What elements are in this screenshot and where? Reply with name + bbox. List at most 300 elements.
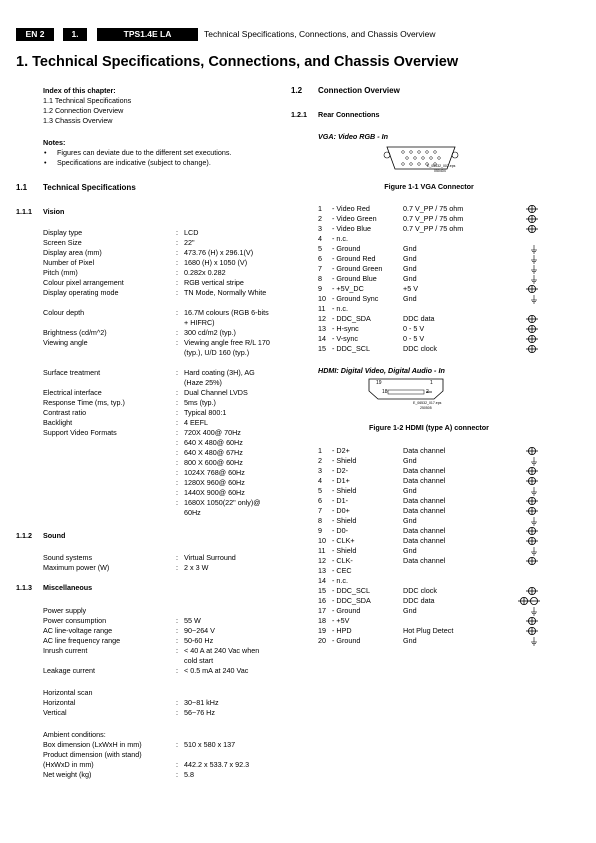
video-format-value: 640 X 480@ 67Hz [184, 448, 243, 457]
spec-label: Number of Pixel [43, 258, 95, 267]
pin-label: - n.c. [332, 234, 348, 243]
pin-label: - D1+ [332, 476, 350, 485]
spec-colon: : [176, 646, 178, 655]
pin-number: 13 [318, 566, 326, 575]
spec-colon: : [176, 740, 178, 749]
pin-number: 11 [318, 304, 326, 313]
pin-description: Gnd [403, 636, 417, 645]
hdmi-pin-label: 19 [376, 380, 382, 386]
pin-description: +5 V [403, 284, 418, 293]
pin-number: 7 [318, 506, 322, 515]
pin-label-text: - +5V_DC [332, 284, 364, 293]
pin-number: 19 [318, 626, 326, 635]
pin-row [318, 446, 540, 456]
pin-number: 12 [318, 556, 326, 565]
pin-number: 6 [318, 254, 322, 263]
no-icon [526, 234, 540, 244]
ambient-heading: Ambient conditions: [43, 730, 106, 739]
hdmi-figure-label: E_06532_017.eps [413, 401, 442, 405]
pin-row [318, 546, 540, 556]
pin-row [318, 506, 540, 516]
pin-description: Gnd [403, 546, 417, 555]
ground-icon [526, 546, 540, 556]
bidirectional-io-icon [518, 596, 540, 606]
pin-row [318, 304, 540, 314]
section-title: Technical Specifications [43, 183, 136, 192]
spec-label: Display area (mm) [43, 248, 102, 257]
spec-label: Horizontal [43, 698, 76, 707]
spec-colon: : [176, 468, 178, 477]
pin-row [318, 586, 540, 596]
pin-row [318, 466, 540, 476]
pin-number: 10 [318, 536, 326, 545]
spec-label: Product dimension (with stand) [43, 750, 142, 759]
spec-colon: : [176, 288, 178, 297]
page-title: 1. Technical Specifications, Connections, and Chassis Overview [16, 54, 459, 70]
spec-label: Pitch (mm) [43, 268, 78, 277]
pin-label: - HPD [332, 626, 352, 635]
vga-heading: VGA: Video RGB - In [318, 132, 389, 141]
spec-colon: : [176, 278, 178, 287]
spec-label: Sound systems [43, 553, 93, 562]
pin-label: - H-sync [332, 324, 359, 333]
pin-description: Data channel [403, 506, 446, 515]
spec-colon: : [176, 418, 178, 427]
vga-figure-label: E_06532_002.eps [427, 164, 456, 168]
pin-number: 14 [318, 576, 326, 585]
pin-row [318, 636, 540, 646]
spec-colon: : [176, 308, 178, 317]
pin-number: 2 [318, 214, 322, 223]
pin-row [318, 294, 540, 304]
hdmi-pin-label: 1 [430, 380, 433, 386]
subsection-number: 1.2.1 [291, 110, 307, 119]
pin-label: - DDC_SCL [332, 344, 370, 353]
pin-label: - DDC_SDA [332, 314, 371, 323]
spec-colon: : [176, 238, 178, 247]
pin-label: - +5V [332, 616, 350, 625]
input-output-icon [526, 496, 540, 506]
ground-icon [526, 254, 540, 264]
spec-label: Colour depth [43, 308, 85, 317]
spec-colon: : [176, 398, 178, 407]
pin-label: - Video Red [332, 204, 370, 213]
pin-row [318, 616, 540, 626]
spec-colon: : [176, 760, 178, 769]
pin-description: Data channel [403, 536, 446, 545]
pin-label: - Ground [332, 636, 361, 645]
pin-number: 3 [318, 466, 322, 475]
hdmi-pin-label: 18 [382, 389, 388, 395]
spec-label: AC line-voltage range [43, 626, 113, 635]
spec-label: Support Video Formats [43, 428, 117, 437]
pin-row [318, 606, 540, 616]
vga-connector-figure [383, 143, 459, 179]
spec-label: Electrical interface [43, 388, 102, 397]
spec-value: RGB vertical stripe [184, 278, 244, 287]
ground-icon [526, 606, 540, 616]
pin-row [318, 224, 540, 234]
spec-value: 5.8 [184, 770, 194, 779]
pin-row [318, 556, 540, 566]
spec-label: AC line frequency range [43, 636, 121, 645]
notes-bullet-icon: • [44, 148, 47, 157]
pin-row [318, 344, 540, 354]
input-output-icon [526, 324, 540, 334]
pin-description: 0.7 V_PP / 75 ohm [403, 204, 464, 213]
spec-colon: : [176, 698, 178, 707]
video-format-value: 1440X 900@ 60Hz [184, 488, 245, 497]
pin-label: - Video Green [332, 214, 377, 223]
input-output-icon [526, 556, 540, 566]
spec-label: Display type [43, 228, 83, 237]
spec-colon: : [176, 228, 178, 237]
pin-label: - D1- [332, 496, 348, 505]
input-output-icon [526, 536, 540, 546]
spec-value: 56~76 Hz [184, 708, 215, 717]
pin-label: - D0- [332, 526, 348, 535]
spec-value: Virtual Surround [184, 553, 236, 562]
index-heading: Index of this chapter: [43, 86, 116, 95]
spec-value: 30~81 kHz [184, 698, 219, 707]
spec-label: (HxWxD in mm) [43, 760, 94, 769]
spec-colon: : [176, 708, 178, 717]
spec-label: Viewing angle [43, 338, 88, 347]
spec-value: 90~264 V [184, 626, 215, 635]
input-output-icon [526, 284, 540, 294]
pin-row [318, 456, 540, 466]
ground-icon [526, 244, 540, 254]
spec-colon: : [176, 388, 178, 397]
spec-colon: : [176, 458, 178, 467]
pin-row [318, 596, 540, 606]
pin-number: 14 [318, 334, 326, 343]
pin-number: 20 [318, 636, 326, 645]
pin-label: - Ground Sync [332, 294, 379, 303]
pin-label: - Shield [332, 456, 357, 465]
spec-label: Contrast ratio [43, 408, 87, 417]
vga-figure-date: 050404 [434, 169, 446, 173]
input-output-icon [526, 334, 540, 344]
pin-row [318, 536, 540, 546]
pin-label: - CEC [332, 566, 352, 575]
index-item: 1.2 Connection Overview [43, 106, 124, 115]
hdmi-caption: Figure 1-2 HDMI (type A) connector [369, 423, 489, 432]
pin-number: 8 [318, 516, 322, 525]
pin-number: 2 [318, 456, 322, 465]
spec-label: Backlight [43, 418, 73, 427]
pin-number: 13 [318, 324, 326, 333]
ground-icon [526, 294, 540, 304]
horizontal-scan-heading: Horizontal scan [43, 688, 93, 697]
pin-description: Gnd [403, 516, 417, 525]
pin-label: - Ground Red [332, 254, 376, 263]
spec-colon: : [176, 258, 178, 267]
pin-number: 9 [318, 526, 322, 535]
pin-row [318, 486, 540, 496]
input-output-icon [526, 214, 540, 224]
ground-icon [526, 456, 540, 466]
input-output-icon [526, 446, 540, 456]
pin-row [318, 476, 540, 486]
spec-colon: : [176, 666, 178, 675]
pin-label: - n.c. [332, 576, 348, 585]
pin-row [318, 324, 540, 334]
pin-number: 16 [318, 596, 326, 605]
pin-number: 7 [318, 264, 322, 273]
spec-value: 300 cd/m2 (typ.) [184, 328, 236, 337]
pin-row [318, 566, 540, 576]
input-output-icon [526, 526, 540, 536]
video-format-value: 1024X 768@ 60Hz [184, 468, 245, 477]
pin-description: DDC data [403, 314, 435, 323]
subsection-number: 1.1.2 [16, 531, 32, 540]
pin-row [318, 576, 540, 586]
spec-colon: : [176, 626, 178, 635]
pin-number: 12 [318, 314, 326, 323]
spec-value: < 40 A at 240 Vac when cold start [184, 646, 260, 665]
pin-description: Gnd [403, 264, 417, 273]
power-supply-heading: Power supply [43, 606, 87, 615]
spec-label: Maximum power (W) [43, 563, 110, 572]
video-format-value: 800 X 600@ 60Hz [184, 458, 243, 467]
spec-label: Surface treatment [43, 368, 101, 377]
pin-number: 6 [318, 496, 322, 505]
spec-value: 50-60 Hz [184, 636, 214, 645]
input-output-icon [526, 314, 540, 324]
spec-label: Response Time (ms, typ.) [43, 398, 125, 407]
spec-value: LCD [184, 228, 199, 237]
spec-value: 510 x 580 x 137 [184, 740, 236, 749]
spec-colon: : [176, 770, 178, 779]
spec-colon: : [176, 268, 178, 277]
pin-description: Gnd [403, 606, 417, 615]
pin-label: - D2- [332, 466, 348, 475]
pin-description: Gnd [403, 486, 417, 495]
input-output-icon [526, 466, 540, 476]
no-icon [526, 566, 540, 576]
spec-label: Vertical [43, 708, 67, 717]
pin-description: DDC clock [403, 586, 437, 595]
note-item: Specifications are indicative (subject to change). [57, 158, 211, 167]
no-icon [526, 304, 540, 314]
section-number: 1.2 [291, 86, 303, 95]
input-output-icon [526, 224, 540, 234]
spec-label: Power consumption [43, 616, 107, 625]
pin-description: Gnd [403, 244, 417, 253]
section-title: Connection Overview [318, 86, 400, 95]
header-lang: EN 2 [16, 28, 54, 41]
pin-row [318, 284, 540, 294]
subsection-title: Sound [43, 531, 66, 540]
pin-label: - V-sync [332, 334, 358, 343]
section-number: 1.1 [16, 183, 28, 192]
spec-value: < 0.5 mA at 240 Vac [184, 666, 249, 675]
pin-row [318, 264, 540, 274]
spec-value: 442.2 x 533.7 x 92.3 [184, 760, 250, 769]
input-output-icon [526, 344, 540, 354]
spec-value: 5ms (typ.) [184, 398, 216, 407]
spec-colon: : [176, 478, 178, 487]
ground-icon [526, 516, 540, 526]
hdmi-heading: HDMI: Digital Video, Digital Audio - In [318, 366, 445, 375]
pin-number: 11 [318, 546, 326, 555]
spec-value: 22" [184, 238, 195, 247]
spec-label: Screen Size [43, 238, 82, 247]
pin-row [318, 214, 540, 224]
header-title: Technical Specifications, Connections, and Chassis Overview [204, 29, 436, 39]
pin-description: Gnd [403, 294, 417, 303]
pin-row [318, 234, 540, 244]
vga-caption: Figure 1-1 VGA Connector [384, 182, 474, 191]
spec-colon: : [176, 488, 178, 497]
pin-description: Data channel [403, 466, 446, 475]
spec-value: 0.282x 0.282 [184, 268, 226, 277]
spec-colon: : [176, 636, 178, 645]
pin-number: 1 [318, 204, 322, 213]
spec-label: Inrush current [43, 646, 88, 655]
subsection-title: Rear Connections [318, 110, 380, 119]
pin-label: - Shield [332, 546, 357, 555]
pin-description: Data channel [403, 526, 446, 535]
pin-label: - Ground [332, 606, 361, 615]
pin-label: - DDC_SCL [332, 586, 370, 595]
hdmi-figure-date: 250505 [420, 406, 432, 410]
pin-row [318, 244, 540, 254]
pin-number: 17 [318, 606, 326, 615]
pin-description: Data channel [403, 496, 446, 505]
pin-row [318, 496, 540, 506]
pin-description: Gnd [403, 274, 417, 283]
input-output-icon [526, 476, 540, 486]
pin-label: - D2+ [332, 446, 350, 455]
video-format-value: 1280X 960@ 60Hz [184, 478, 245, 487]
spec-value: Viewing angle free R/L 170 (typ.), U/D 160 (typ.) [184, 338, 270, 357]
spec-value: 4 EEFL [184, 418, 208, 427]
pin-number: 4 [318, 476, 322, 485]
spec-value: 2 x 3 W [184, 563, 209, 572]
spec-colon: : [176, 438, 178, 447]
pin-description: Hot Plug Detect [403, 626, 454, 635]
pin-row [318, 526, 540, 536]
pin-description: DDC clock [403, 344, 437, 353]
pin-description: Data channel [403, 446, 446, 455]
pin-label: - Shield [332, 486, 357, 495]
notes-heading: Notes: [43, 138, 66, 147]
pin-description: Gnd [403, 254, 417, 263]
pin-row [318, 626, 540, 636]
subsection-title: Vision [43, 207, 65, 216]
input-output-icon [526, 204, 540, 214]
pin-label: - CLK- [332, 556, 353, 565]
pin-row [318, 516, 540, 526]
pin-number: 15 [318, 586, 326, 595]
spec-colon: : [176, 368, 178, 377]
index-item: 1.3 Chassis Overview [43, 116, 113, 125]
spec-colon: : [176, 428, 178, 437]
pin-label: - D0+ [332, 506, 350, 515]
pin-label: - n.c. [332, 304, 348, 313]
pin-description: 0.7 V_PP / 75 ohm [403, 224, 464, 233]
pin-description: Data channel [403, 476, 446, 485]
input-output-icon [526, 616, 540, 626]
header-chapter: 1. [63, 28, 87, 41]
pin-row [318, 334, 540, 344]
spec-value: 55 W [184, 616, 201, 625]
pin-number: 1 [318, 446, 322, 455]
ground-icon [526, 264, 540, 274]
spec-label: Brightness (cd/m^2) [43, 328, 107, 337]
spec-value: 16.7M colours (RGB 6-bits + HIFRC) [184, 308, 269, 327]
spec-label: Display operating mode [43, 288, 119, 297]
spec-value: 473.76 (H) x 296.1(V) [184, 248, 254, 257]
pin-label: - CLK+ [332, 536, 355, 545]
spec-label: Net weight (kg) [43, 770, 92, 779]
input-output-icon [526, 586, 540, 596]
ground-icon [526, 486, 540, 496]
pin-description: Gnd [403, 456, 417, 465]
pin-label: - DDC_SDA [332, 596, 371, 605]
pin-label [332, 284, 364, 294]
subsection-number: 1.1.1 [16, 207, 32, 216]
pin-number: 18 [318, 616, 326, 625]
pin-label: - Ground Blue [332, 274, 377, 283]
spec-colon: : [176, 553, 178, 562]
no-icon [526, 576, 540, 586]
pin-row [318, 204, 540, 214]
subsection-number: 1.1.3 [16, 583, 32, 592]
spec-colon: : [176, 328, 178, 337]
pin-description: 0.7 V_PP / 75 ohm [403, 214, 464, 223]
pin-number: 15 [318, 344, 326, 353]
pin-label: - Ground Green [332, 264, 383, 273]
pin-row [318, 254, 540, 264]
pin-description: Data channel [403, 556, 446, 565]
pin-label: - Shield [332, 516, 357, 525]
pin-label: - Video Blue [332, 224, 372, 233]
spec-value: 720X 400@ 70Hz [184, 428, 241, 437]
pin-number: 4 [318, 234, 322, 243]
spec-value: 1680 (H) x 1050 (V) [184, 258, 248, 267]
spec-colon: : [176, 338, 178, 347]
video-format-value: 640 X 480@ 60Hz [184, 438, 243, 447]
spec-value: TN Mode, Normally White [184, 288, 267, 297]
pin-description: 0 - 5 V [403, 324, 425, 333]
input-output-icon [526, 506, 540, 516]
input-output-icon [526, 626, 540, 636]
spec-label: Box dimension (LxWxH in mm) [43, 740, 142, 749]
pin-number: 5 [318, 486, 322, 495]
pin-label: - Ground [332, 244, 361, 253]
note-item: Figures can deviate due to the different set executions. [57, 148, 232, 157]
spec-value: Hard coating (3H), AG (Haze 25%) [184, 368, 255, 387]
pin-number: 5 [318, 244, 322, 253]
ground-icon [526, 274, 540, 284]
pin-number: 3 [318, 224, 322, 233]
pin-description: DDC data [403, 596, 435, 605]
spec-label: Colour pixel arrangement [43, 278, 124, 287]
pin-description: 0 - 5 V [403, 334, 425, 343]
spec-label: Leakage current [43, 666, 95, 675]
ground-icon [526, 636, 540, 646]
header-model: TPS1.4E LA [97, 28, 198, 41]
spec-colon: : [176, 448, 178, 457]
spec-colon: : [176, 408, 178, 417]
pin-row [318, 314, 540, 324]
notes-bullet-icon: • [44, 158, 47, 167]
spec-colon: : [176, 563, 178, 572]
spec-value: Typical 800:1 [184, 408, 227, 417]
